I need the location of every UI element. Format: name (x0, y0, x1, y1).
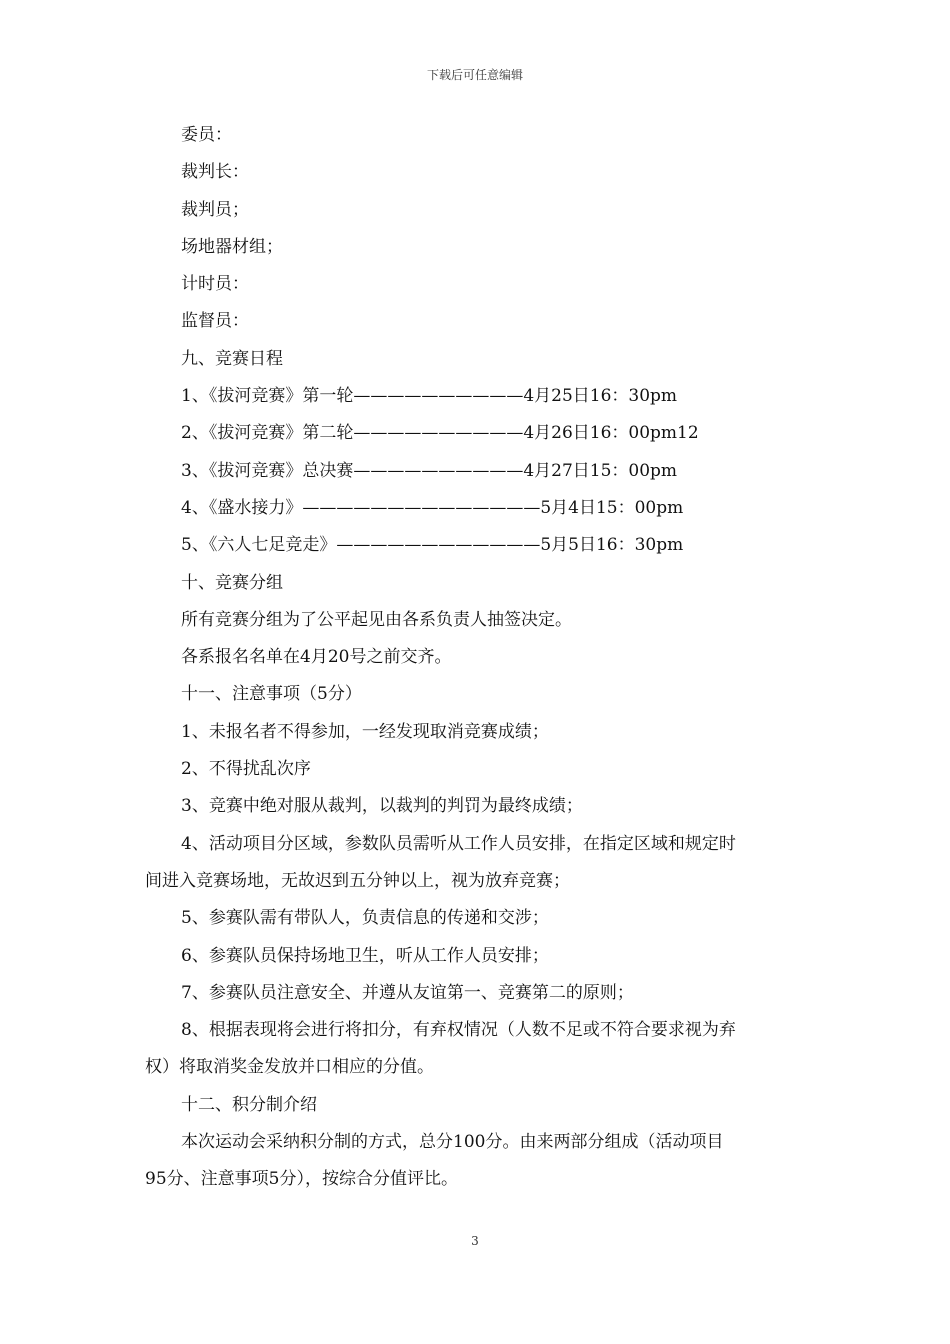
text-line: 裁判长： (181, 162, 249, 183)
section-heading: 十二、积分制介绍 (181, 1094, 317, 1115)
rule-item: 3、竞赛中绝对服从裁判，以裁判的判罚为最终成绩； (181, 796, 583, 817)
page-number: 3 (471, 1234, 479, 1248)
text-line: 计时员： (181, 274, 249, 295)
text-line: 各系报名名单在4月20号之前交齐。 (181, 647, 452, 668)
text-line: 监督员： (181, 311, 249, 332)
text-line: 裁判员； (181, 199, 249, 220)
section-heading: 十一、注意事项（5分） (181, 684, 362, 705)
text-line: 本次运动会采纳积分制的方式，总分100分。由来两部分组成（活动项目 (181, 1132, 724, 1153)
document-body (145, 117, 810, 1199)
rule-item: 8、根据表现将会进行将扣分，有弃权情况（人数不足或不符合要求视为弃 (181, 1020, 736, 1041)
schedule-item: 1、《拔河竞赛》第一轮——————————4月25日16：30pm (181, 386, 678, 407)
text-line-continuation: 95分、注意事项5分），按综合分值评比。 (145, 1169, 458, 1190)
rule-item: 2、不得扰乱次序 (181, 759, 311, 780)
page-header: 下载后可任意编辑 (426, 68, 523, 82)
text-line: 所有竞赛分组为了公平起见由各系负责人抽签决定。 (181, 609, 572, 630)
schedule-item: 2、《拔河竞赛》第二轮——————————4月26日16：00pm12 (181, 423, 699, 444)
schedule-item: 5、《六人七足竞走》————————————5月5日16：30pm (181, 535, 684, 556)
section-heading: 十、竞赛分组 (181, 572, 283, 593)
text-line: 委员： (181, 125, 232, 145)
rule-item: 5、参赛队需有带队人，负责信息的传递和交涉； (181, 908, 549, 929)
rule-item: 4、活动项目分区域，参数队员需听从工作人员安排，在指定区域和规定时 (181, 833, 736, 854)
text-line: 场地器材组； (181, 236, 283, 257)
schedule-item: 3、《拔河竞赛》总决赛——————————4月27日15：00pm (181, 460, 678, 481)
schedule-item: 4、《盛水接力》——————————————5月4日15：00pm (181, 497, 684, 518)
section-heading: 九、竞赛日程 (181, 348, 283, 369)
rule-item-continuation: 间进入竞赛场地，无故迟到五分钟以上，视为放弃竞赛； (145, 870, 570, 891)
rule-item: 7、参赛队员注意安全、并遵从友谊第一、竞赛第二的原则； (181, 982, 634, 1003)
rule-item-continuation: 权）将取消奖金发放并口相应的分值。 (145, 1057, 434, 1078)
rule-item: 1、未报名者不得参加，一经发现取消竞赛成绩； (181, 721, 549, 742)
rule-item: 6、参赛队员保持场地卫生，听从工作人员安排； (181, 945, 549, 966)
